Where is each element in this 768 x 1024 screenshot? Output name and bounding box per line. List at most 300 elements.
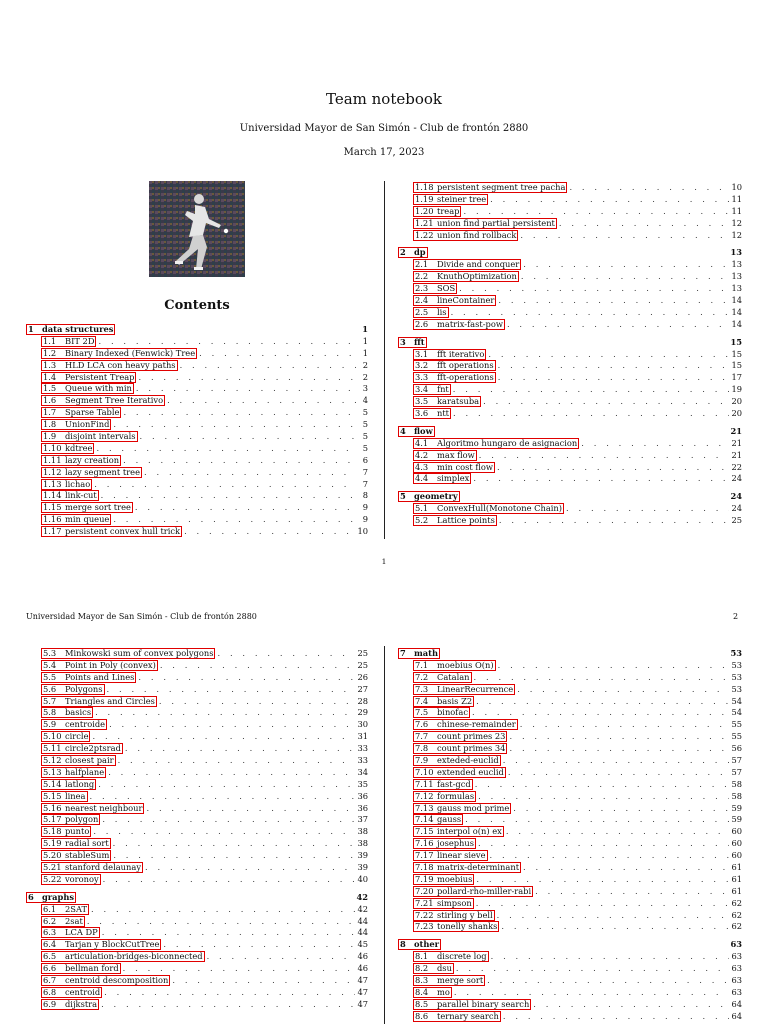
toc-subsection-entry[interactable] xyxy=(398,826,742,838)
toc-subsection-entry[interactable] xyxy=(26,951,368,963)
toc-link[interactable] xyxy=(41,862,143,873)
toc-entry-label: treap xyxy=(437,205,460,216)
toc-link[interactable] xyxy=(413,898,474,909)
toc-link[interactable] xyxy=(413,975,485,986)
toc-entry-number: 8.2 xyxy=(415,963,429,974)
dot-leader xyxy=(123,455,356,467)
toc-page-number: 13 xyxy=(731,259,742,270)
toc-subsection-entry[interactable] xyxy=(26,826,368,838)
toc-subsection-entry[interactable] xyxy=(26,803,368,815)
toc-page-number: 14 xyxy=(731,295,742,306)
toc-link[interactable] xyxy=(413,862,521,873)
dot-leader xyxy=(520,230,729,242)
toc-link[interactable] xyxy=(413,951,489,962)
toc-subsection-entry[interactable] xyxy=(398,767,742,779)
toc-link[interactable] xyxy=(41,407,121,418)
toc-section-entry[interactable] xyxy=(398,426,742,438)
toc-link[interactable] xyxy=(413,396,481,407)
toc-subsection-entry[interactable] xyxy=(26,916,368,928)
toc-entry-number: 8.3 xyxy=(415,975,429,986)
toc-link[interactable] xyxy=(41,479,92,490)
toc-subsection-entry[interactable] xyxy=(26,443,368,455)
toc-link[interactable] xyxy=(41,791,88,802)
toc-link[interactable] xyxy=(41,348,197,359)
toc-page-number: 15 xyxy=(730,336,742,347)
toc-subsection-entry[interactable] xyxy=(26,419,368,431)
toc-subsection-entry[interactable] xyxy=(398,696,742,708)
toc-link[interactable] xyxy=(413,696,474,707)
toc-subsection-entry[interactable] xyxy=(398,987,742,999)
toc-subsection-entry[interactable] xyxy=(26,672,368,684)
toc-subsection-entry[interactable] xyxy=(26,336,368,348)
toc-link[interactable] xyxy=(41,660,158,671)
toc-subsection-entry[interactable] xyxy=(398,814,742,826)
toc-link[interactable] xyxy=(413,307,449,318)
toc-link[interactable] xyxy=(413,707,470,718)
toc-link[interactable] xyxy=(41,963,121,974)
dot-leader xyxy=(146,803,355,815)
toc-subsection-entry[interactable] xyxy=(398,283,742,295)
toc-page-number: 33 xyxy=(357,743,368,754)
toc-section-entry[interactable] xyxy=(398,648,742,660)
toc-subsection-entry[interactable] xyxy=(398,450,742,462)
toc-page-number: 36 xyxy=(357,790,368,801)
toc-link[interactable] xyxy=(26,324,115,335)
toc-link[interactable] xyxy=(41,455,121,466)
toc-link[interactable] xyxy=(41,987,102,998)
toc-subsection-entry[interactable] xyxy=(26,767,368,779)
toc-page-number: 6 xyxy=(362,454,368,465)
toc-subsection-entry[interactable] xyxy=(26,963,368,975)
toc-link[interactable] xyxy=(413,963,454,974)
toc-link[interactable] xyxy=(413,910,495,921)
dot-leader xyxy=(566,503,729,515)
toc-subsection-entry[interactable] xyxy=(26,707,368,719)
toc-link[interactable] xyxy=(413,987,452,998)
toc-subsection-entry[interactable] xyxy=(26,862,368,874)
toc-subsection-entry[interactable] xyxy=(26,755,368,767)
toc-entry-label: matrix-fast-pow xyxy=(437,318,503,329)
dot-leader xyxy=(140,431,356,443)
toc-link[interactable] xyxy=(413,803,511,814)
toc-link[interactable] xyxy=(413,372,496,383)
dot-leader xyxy=(535,886,729,898)
toc-section-entry[interactable] xyxy=(398,247,742,259)
toc-subsection-entry[interactable] xyxy=(398,898,742,910)
dot-leader xyxy=(94,479,356,491)
toc-link[interactable] xyxy=(413,767,506,778)
toc-subsection-entry[interactable] xyxy=(26,987,368,999)
toc-subsection-entry[interactable] xyxy=(398,779,742,791)
toc-subsection-entry[interactable] xyxy=(398,921,742,933)
toc-subsection-entry[interactable] xyxy=(26,696,368,708)
toc-subsection-entry[interactable] xyxy=(398,194,742,206)
column-divider xyxy=(384,646,385,1024)
toc-subsection-entry[interactable] xyxy=(398,791,742,803)
toc-subsection-entry[interactable] xyxy=(26,648,368,660)
toc-entry-label: mo xyxy=(437,986,450,997)
toc-entry-label: stanford delaunay xyxy=(65,862,142,873)
toc-subsection-entry[interactable] xyxy=(398,515,742,527)
toc-subsection-entry[interactable] xyxy=(398,230,742,242)
toc-link[interactable] xyxy=(413,743,507,754)
toc-entry-number: 8.1 xyxy=(415,951,429,962)
toc-section-entry[interactable] xyxy=(26,892,368,904)
toc-link[interactable] xyxy=(413,230,518,241)
toc-subsection-entry[interactable] xyxy=(398,886,742,898)
toc-link[interactable] xyxy=(413,731,507,742)
toc-link[interactable] xyxy=(41,731,90,742)
toc-link[interactable] xyxy=(413,999,531,1010)
toc-page-number: 13 xyxy=(730,247,742,258)
toc-entry-number: 5.21 xyxy=(43,862,62,873)
toc-link[interactable] xyxy=(413,660,496,671)
toc-link[interactable] xyxy=(41,838,111,849)
toc-link[interactable] xyxy=(41,514,111,525)
toc-link[interactable] xyxy=(398,939,441,950)
toc-subsection-entry[interactable] xyxy=(26,514,368,526)
toc-entry-label: union find partial persistent xyxy=(437,217,555,228)
toc-entry-number: 7.13 xyxy=(415,802,434,813)
toc-page-number: 62 xyxy=(731,909,742,920)
dot-leader xyxy=(490,194,729,206)
toc-subsection-entry[interactable] xyxy=(398,206,742,218)
toc-entry-number: 1.6 xyxy=(43,395,57,406)
toc-link[interactable] xyxy=(41,779,96,790)
toc-subsection-entry[interactable] xyxy=(398,271,742,283)
toc-entry-label: latlong xyxy=(65,778,95,789)
toc-subsection-entry[interactable] xyxy=(26,814,368,826)
toc-page-number: 9 xyxy=(362,502,368,513)
toc-entry-number: 6.6 xyxy=(43,963,57,974)
toc-subsection-entry[interactable] xyxy=(26,779,368,791)
toc-subsection-entry[interactable] xyxy=(26,838,368,850)
toc-subsection-entry[interactable] xyxy=(398,462,742,474)
toc-page-number: 9 xyxy=(362,514,368,525)
toc-subsection-entry[interactable] xyxy=(398,295,742,307)
toc-page-number: 19 xyxy=(731,384,742,395)
toc-link[interactable] xyxy=(413,182,567,193)
toc-subsection-entry[interactable] xyxy=(398,672,742,684)
toc-subsection-entry[interactable] xyxy=(26,467,368,479)
toc-entry-label: gauss mod prime xyxy=(437,802,510,813)
toc-page-number: 45 xyxy=(357,939,368,950)
toc-link[interactable] xyxy=(413,791,476,802)
dot-leader xyxy=(533,999,729,1011)
toc-link[interactable] xyxy=(413,408,451,419)
toc-subsection-entry[interactable] xyxy=(26,372,368,384)
toc-entry-label: Minkowski sum of convex polygons xyxy=(65,648,214,658)
toc-link[interactable] xyxy=(41,850,111,861)
dot-leader xyxy=(523,862,729,874)
toc-entry-label: moebius O(n) xyxy=(437,659,494,670)
toc-subsection-entry[interactable] xyxy=(26,999,368,1011)
toc-subsection-entry[interactable] xyxy=(398,384,742,396)
toc-page-number: 8 xyxy=(362,490,368,501)
toc-subsection-entry[interactable] xyxy=(398,999,742,1011)
toc-subsection-entry[interactable] xyxy=(398,218,742,230)
toc-section-entry[interactable] xyxy=(398,337,742,349)
toc-link[interactable] xyxy=(41,826,91,837)
toc-link[interactable] xyxy=(398,648,440,659)
toc-subsection-entry[interactable] xyxy=(26,348,368,360)
toc-subsection-entry[interactable] xyxy=(398,473,742,485)
toc-link[interactable] xyxy=(41,707,93,718)
toc-link[interactable] xyxy=(413,886,533,897)
toc-entry-label: fft xyxy=(414,336,425,347)
toc-subsection-entry[interactable] xyxy=(26,904,368,916)
toc-subsection-entry[interactable] xyxy=(398,874,742,886)
toc-entry-label: min queue xyxy=(65,514,110,525)
toc-subsection-entry[interactable] xyxy=(26,660,368,672)
toc-subsection-entry[interactable] xyxy=(398,862,742,874)
toc-subsection-entry[interactable] xyxy=(26,850,368,862)
toc-link[interactable] xyxy=(41,502,133,513)
toc-link[interactable] xyxy=(413,283,457,294)
toc-page-number: 11 xyxy=(731,205,742,216)
toc-subsection-entry[interactable] xyxy=(398,743,742,755)
toc-subsection-entry[interactable] xyxy=(398,803,742,815)
toc-page-number: 3 xyxy=(362,383,368,394)
toc-entry-number: 2.1 xyxy=(415,259,429,270)
toc-link[interactable] xyxy=(41,431,138,442)
toc-subsection-entry[interactable] xyxy=(26,975,368,987)
toc-subsection-entry[interactable] xyxy=(26,684,368,696)
toc-page-number: 12 xyxy=(731,217,742,228)
toc-link[interactable] xyxy=(398,426,435,437)
toc-link[interactable] xyxy=(413,438,579,449)
toc-subsection-entry[interactable] xyxy=(26,502,368,514)
toc-page-number: 22 xyxy=(731,461,742,472)
toc-link[interactable] xyxy=(41,755,116,766)
toc-link[interactable] xyxy=(41,336,96,347)
toc-entry-number: 7.7 xyxy=(415,731,429,742)
toc-subsection-entry[interactable] xyxy=(398,182,742,194)
toc-section-entry[interactable] xyxy=(398,491,742,503)
toc-subsection-entry[interactable] xyxy=(398,660,742,672)
toc-subsection-entry[interactable] xyxy=(398,975,742,987)
toc-subsection-entry[interactable] xyxy=(26,383,368,395)
toc-subsection-entry[interactable] xyxy=(26,791,368,803)
toc-page-number: 47 xyxy=(357,998,368,1009)
toc-subsection-entry[interactable] xyxy=(398,408,742,420)
toc-link[interactable] xyxy=(41,803,144,814)
toc-subsection-entry[interactable] xyxy=(398,684,742,696)
toc-subsection-entry[interactable] xyxy=(398,755,742,767)
toc-subsection-entry[interactable] xyxy=(398,307,742,319)
toc-link[interactable] xyxy=(41,372,136,383)
dot-leader xyxy=(95,707,355,719)
toc-subsection-entry[interactable] xyxy=(26,939,368,951)
toc-entry-number: 1.3 xyxy=(43,359,57,370)
toc-subsection-entry[interactable] xyxy=(26,743,368,755)
toc-link[interactable] xyxy=(41,904,89,915)
toc-entry-number: 7 xyxy=(400,648,406,658)
dot-leader xyxy=(104,987,355,999)
toc-subsection-entry[interactable] xyxy=(26,927,368,939)
toc-link[interactable] xyxy=(41,999,99,1010)
toc-link[interactable] xyxy=(41,360,178,371)
toc-page-number: 44 xyxy=(357,915,368,926)
toc-link[interactable] xyxy=(41,927,100,938)
toc-subsection-entry[interactable] xyxy=(26,395,368,407)
toc-entry-label: ConvexHull(Monotone Chain) xyxy=(437,503,563,514)
toc-link[interactable] xyxy=(41,467,142,478)
toc-link[interactable] xyxy=(413,218,557,229)
toc-link[interactable] xyxy=(413,206,461,217)
toc-page-number: 57 xyxy=(731,766,742,777)
toc-subsection-entry[interactable] xyxy=(26,731,368,743)
dot-leader xyxy=(523,259,729,271)
toc-entry-number: 5.16 xyxy=(43,802,62,813)
toc-entry-label: lazy creation xyxy=(65,454,120,465)
toc-subsection-entry[interactable] xyxy=(398,372,742,384)
toc-link[interactable] xyxy=(413,473,471,484)
toc-link[interactable] xyxy=(413,194,488,205)
toc-entry-label: parallel binary search xyxy=(437,998,530,1009)
toc-entry-label: tonelly shanks xyxy=(437,921,498,932)
toc-link[interactable] xyxy=(41,916,85,927)
dot-leader xyxy=(581,438,729,450)
toc-entry-number: 7.12 xyxy=(415,790,434,801)
toc-left-column xyxy=(26,648,368,1011)
toc-link[interactable] xyxy=(413,826,504,837)
toc-link[interactable] xyxy=(41,419,111,430)
toc-subsection-entry[interactable] xyxy=(26,431,368,443)
toc-link[interactable] xyxy=(413,755,501,766)
toc-link[interactable] xyxy=(26,892,76,903)
toc-subsection-entry[interactable] xyxy=(26,874,368,886)
toc-subsection-entry[interactable] xyxy=(26,360,368,372)
toc-link[interactable] xyxy=(413,450,477,461)
toc-link[interactable] xyxy=(413,503,564,514)
toc-subsection-entry[interactable] xyxy=(398,360,742,372)
toc-link[interactable] xyxy=(413,779,473,790)
toc-subsection-entry[interactable] xyxy=(398,850,742,862)
toc-link[interactable] xyxy=(41,719,107,730)
toc-link[interactable] xyxy=(41,939,161,950)
toc-subsection-entry[interactable] xyxy=(398,503,742,515)
toc-link[interactable] xyxy=(413,921,499,932)
toc-entry-number: 7.6 xyxy=(415,719,429,730)
toc-link[interactable] xyxy=(41,874,101,885)
toc-section-entry[interactable] xyxy=(398,939,742,951)
toc-page-number: 33 xyxy=(357,755,368,766)
toc-section-entry[interactable] xyxy=(26,324,368,336)
toc-link[interactable] xyxy=(413,719,518,730)
dot-leader xyxy=(507,319,730,331)
toc-page-number: 53 xyxy=(731,659,742,670)
toc-subsection-entry[interactable] xyxy=(398,719,742,731)
toc-link[interactable] xyxy=(41,814,100,825)
toc-subsection-entry[interactable] xyxy=(398,731,742,743)
toc-entry-label: matrix-determinant xyxy=(437,862,520,873)
toc-link[interactable] xyxy=(398,247,428,258)
toc-page-number: 61 xyxy=(731,873,742,884)
toc-link[interactable] xyxy=(41,743,123,754)
toc-link[interactable] xyxy=(413,814,463,825)
toc-subsection-entry[interactable] xyxy=(398,319,742,331)
toc-page-number: 26 xyxy=(357,671,368,682)
toc-link[interactable] xyxy=(41,767,106,778)
toc-link[interactable] xyxy=(41,684,105,695)
toc-subsection-entry[interactable] xyxy=(26,407,368,419)
toc-link[interactable] xyxy=(41,975,170,986)
toc-page-number: 25 xyxy=(731,515,742,526)
dot-leader xyxy=(123,963,356,975)
toc-link[interactable] xyxy=(41,395,165,406)
toc-link[interactable] xyxy=(413,874,474,885)
toc-subsection-entry[interactable] xyxy=(398,1011,742,1023)
toc-link[interactable] xyxy=(413,838,476,849)
toc-link[interactable] xyxy=(413,259,521,270)
toc-subsection-entry[interactable] xyxy=(398,838,742,850)
toc-page-number: 59 xyxy=(731,814,742,825)
toc-link[interactable] xyxy=(413,1011,501,1022)
toc-link[interactable] xyxy=(398,337,427,348)
toc-entry-number: 6.8 xyxy=(43,986,57,997)
toc-page-number: 28 xyxy=(357,695,368,706)
toc-link[interactable] xyxy=(41,490,99,501)
toc-link[interactable] xyxy=(41,443,94,454)
toc-subsection-entry[interactable] xyxy=(398,349,742,361)
toc-link[interactable] xyxy=(41,383,134,394)
toc-link[interactable] xyxy=(41,672,136,683)
dot-leader xyxy=(513,803,729,815)
toc-subsection-entry[interactable] xyxy=(398,951,742,963)
toc-link[interactable] xyxy=(413,295,496,306)
toc-subsection-entry[interactable] xyxy=(26,526,368,538)
toc-entry-label: extended euclid xyxy=(437,766,504,777)
toc-subsection-entry[interactable] xyxy=(26,719,368,731)
toc-page-number: 29 xyxy=(357,707,368,718)
toc-entry-number: 1.9 xyxy=(43,431,57,442)
toc-link[interactable] xyxy=(413,672,472,683)
dot-leader xyxy=(107,684,356,696)
toc-entry-number: 1.8 xyxy=(43,419,57,430)
toc-link[interactable] xyxy=(413,850,488,861)
toc-page-number: 46 xyxy=(357,963,368,974)
dot-leader xyxy=(101,999,355,1011)
toc-entry-number: 6.9 xyxy=(43,998,57,1009)
toc-link[interactable] xyxy=(41,696,157,707)
toc-link[interactable] xyxy=(413,319,505,330)
toc-subsection-entry[interactable] xyxy=(26,479,368,491)
toc-subsection-entry[interactable] xyxy=(26,490,368,502)
toc-link[interactable] xyxy=(413,271,519,282)
toc-link[interactable] xyxy=(41,951,205,962)
dot-leader xyxy=(451,307,730,319)
toc-subsection-entry[interactable] xyxy=(398,396,742,408)
toc-link[interactable] xyxy=(41,648,215,659)
toc-entry-label: pollard-rho-miller-rabi xyxy=(437,885,532,896)
toc-link[interactable] xyxy=(413,515,497,526)
toc-link[interactable] xyxy=(413,462,495,473)
toc-link[interactable] xyxy=(413,384,451,395)
toc-link[interactable] xyxy=(41,526,182,537)
toc-link[interactable] xyxy=(413,360,496,371)
toc-subsection-entry[interactable] xyxy=(398,963,742,975)
toc-subsection-entry[interactable] xyxy=(26,455,368,467)
toc-subsection-entry[interactable] xyxy=(398,910,742,922)
toc-subsection-entry[interactable] xyxy=(398,259,742,271)
toc-subsection-entry[interactable] xyxy=(398,707,742,719)
toc-link[interactable] xyxy=(413,684,515,695)
toc-entry-number: 5.13 xyxy=(43,766,62,777)
toc-subsection-entry[interactable] xyxy=(398,438,742,450)
toc-link[interactable] xyxy=(413,349,486,360)
toc-link[interactable] xyxy=(398,491,460,502)
